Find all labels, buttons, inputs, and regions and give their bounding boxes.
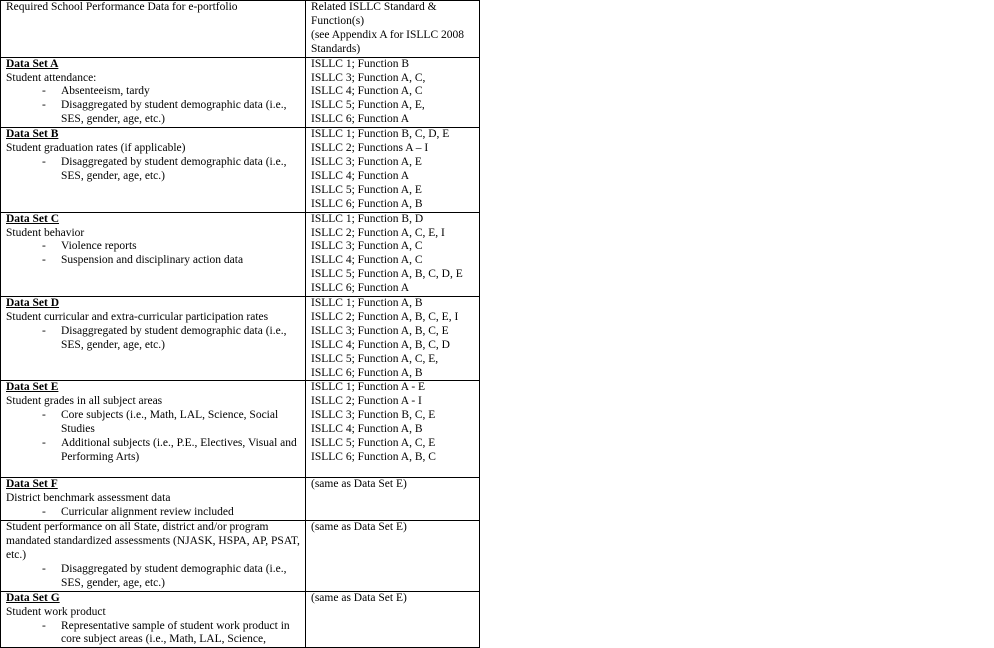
standard-function-line: ISLLC 3; Function A, C, [311, 71, 426, 84]
data-set-title: Data Set C [6, 212, 60, 225]
data-set-description: Student curricular and extra-curricular participation rates [6, 310, 269, 323]
header-col2-line: Related ISLLC Standard & [311, 1, 437, 13]
bullet-text: Suspension and disciplinary action data [61, 254, 244, 267]
dash-bullet-icon: - [42, 85, 46, 98]
standard-function-line: ISLLC 1; Function A, B [311, 297, 423, 310]
standard-function-line: ISLLC 6; Function A, B, C [311, 451, 436, 463]
bullet-item [6, 240, 305, 254]
dash-bullet-icon: - [42, 240, 46, 253]
standard-function-line: ISLLC 5; Function A, C, E [311, 437, 436, 450]
header-col2-line: (see Appendix A for ISLLC 2008 [311, 28, 464, 41]
standard-function-line: ISLLC 6; Function A, B [311, 197, 423, 210]
data-set-row [1, 128, 480, 212]
bullet-list [6, 240, 305, 268]
bullet-list [6, 563, 305, 591]
data-set-row [1, 478, 480, 521]
header-cell-standards [306, 1, 480, 58]
dash-bullet-icon: - [42, 619, 46, 632]
data-description-cell [1, 297, 306, 381]
bullet-text: Violence reports [61, 240, 137, 253]
bullet-text: Additional subjects (i.e., P.E., Electives, Visual and Performing Arts) [61, 437, 297, 463]
bullet-text: Disaggregated by student demographic data (i.e., SES, gender, age, etc.) [61, 562, 287, 589]
standard-function-line: ISLLC 3; Function A, B, C, E [311, 324, 449, 337]
data-set-row [1, 381, 480, 478]
dash-bullet-icon: - [42, 437, 46, 450]
header-col2-line: Function(s) [311, 14, 365, 27]
bullet-list [6, 409, 305, 465]
data-set-title: Data Set F [6, 478, 58, 491]
standards-cell [306, 212, 480, 296]
dash-bullet-icon: - [42, 324, 46, 337]
bullet-text: Curricular alignment review included [61, 506, 234, 519]
bullet-text: Disaggregated by student demographic data (i.e., SES, gender, age, etc.) [61, 155, 287, 182]
header-col2-line: Standards) [311, 42, 361, 55]
bullet-item [6, 620, 305, 648]
data-description-cell [1, 591, 306, 648]
standard-function-line: ISLLC 6; Function A, B [311, 366, 423, 379]
data-description-cell [1, 521, 306, 592]
bullet-item [6, 156, 305, 184]
bullet-list [6, 325, 305, 353]
bullet-list [6, 506, 305, 520]
standards-cell [306, 521, 480, 592]
standard-function-line: ISLLC 4; Function A [311, 169, 410, 182]
standard-function-line: ISLLC 1; Function B, D [311, 212, 424, 225]
bullet-list [6, 620, 305, 648]
data-description-cell [1, 57, 306, 128]
bullet-item [6, 85, 305, 99]
standards-cell [306, 478, 480, 521]
data-set-row [1, 57, 480, 128]
standard-function-line: (same as Data Set E) [311, 478, 407, 491]
data-set-row [1, 212, 480, 296]
bullet-item [6, 563, 305, 591]
standard-function-line: ISLLC 4; Function A, B, C, D [311, 338, 450, 351]
standard-function-line: ISLLC 4; Function A, C [311, 254, 423, 267]
data-set-row [1, 591, 480, 648]
standard-function-line: (same as Data Set E) [311, 521, 407, 534]
bullet-text: Representative sample of student work product in core subject areas (i.e., Math, LAL, Science, [61, 619, 290, 646]
data-set-description: Student work product [6, 605, 106, 618]
standard-function-line: (same as Data Set E) [311, 591, 407, 604]
standard-function-line: ISLLC 3; Function A, C [311, 240, 423, 253]
header-cell-data [1, 1, 306, 58]
data-description-cell [1, 128, 306, 212]
standard-function-line: ISLLC 1; Function A - E [311, 381, 426, 394]
data-set-description: Student grades in all subject areas [6, 395, 163, 408]
data-set-row [1, 521, 480, 592]
data-set-description: Student graduation rates (if applicable) [6, 142, 186, 155]
dash-bullet-icon: - [42, 409, 46, 422]
standard-function-line: ISLLC 2; Function A, C, E, I [311, 226, 445, 239]
dash-bullet-icon: - [42, 155, 46, 168]
standard-function-line: ISLLC 4; Function A, B [311, 423, 423, 436]
standard-function-line: ISLLC 6; Function A [311, 113, 410, 126]
standard-function-line: ISLLC 2; Function A - I [311, 395, 422, 408]
bullet-item [6, 409, 305, 437]
standard-function-line: ISLLC 3; Function A, E [311, 155, 422, 168]
data-set-description: District benchmark assessment data [6, 492, 171, 505]
performance-data-table [0, 0, 480, 648]
standards-cell [306, 381, 480, 478]
header-row [1, 1, 480, 58]
data-set-title: Data Set G [6, 591, 60, 604]
standards-cell [306, 57, 480, 128]
bullet-text: Core subjects (i.e., Math, LAL, Science, Social Studies [61, 409, 279, 436]
data-set-title: Data Set D [6, 297, 60, 310]
dash-bullet-icon: - [42, 99, 46, 112]
standard-function-line: ISLLC 4; Function A, C [311, 85, 423, 98]
standard-function-line: ISLLC 2; Functions A – I [311, 142, 429, 155]
standard-function-line: ISLLC 3; Function B, C, E [311, 409, 436, 422]
bullet-text: Disaggregated by student demographic data (i.e., SES, gender, age, etc.) [61, 99, 287, 126]
standards-cell [306, 297, 480, 381]
data-set-description: Student behavior [6, 226, 85, 239]
data-description-cell [1, 478, 306, 521]
dash-bullet-icon: - [42, 506, 46, 519]
bullet-list [6, 156, 305, 184]
data-set-description: Student performance on all State, district and/or program mandated standardized assessments (NJASK, HSPA, AP, PSAT, etc.) [6, 521, 300, 561]
data-description-cell [1, 212, 306, 296]
standards-cell [306, 128, 480, 212]
standard-function-line: ISLLC 6; Function A [311, 282, 410, 295]
bullet-item [6, 99, 305, 127]
bullet-item [6, 254, 305, 268]
standard-function-line: ISLLC 2; Function A, B, C, E, I [311, 310, 459, 323]
data-set-title: Data Set A [6, 57, 59, 70]
header-col1-text: Required School Performance Data for e-portfolio [6, 1, 238, 13]
standard-function-line: ISLLC 1; Function B, C, D, E [311, 128, 450, 141]
bullet-text: Absenteeism, tardy [61, 85, 150, 98]
standard-function-line: ISLLC 5; Function A, E [311, 183, 422, 196]
bullet-list [6, 85, 305, 127]
standard-function-line: ISLLC 5; Function A, C, E, [311, 352, 439, 365]
bullet-item [6, 437, 305, 465]
bullet-item [6, 506, 305, 520]
data-set-row [1, 297, 480, 381]
standards-cell [306, 591, 480, 648]
standard-function-line: ISLLC 5; Function A, E, [311, 99, 425, 112]
data-set-title: Data Set B [6, 128, 59, 141]
data-description-cell [1, 381, 306, 478]
data-set-title: Data Set E [6, 381, 59, 394]
dash-bullet-icon: - [42, 254, 46, 267]
standard-function-line: ISLLC 1; Function B [311, 57, 410, 70]
dash-bullet-icon: - [42, 562, 46, 575]
bullet-item [6, 325, 305, 353]
data-set-description: Student attendance: [6, 71, 97, 84]
bullet-text: Disaggregated by student demographic data (i.e., SES, gender, age, etc.) [61, 324, 287, 351]
standard-function-line: ISLLC 5; Function A, B, C, D, E [311, 268, 463, 281]
